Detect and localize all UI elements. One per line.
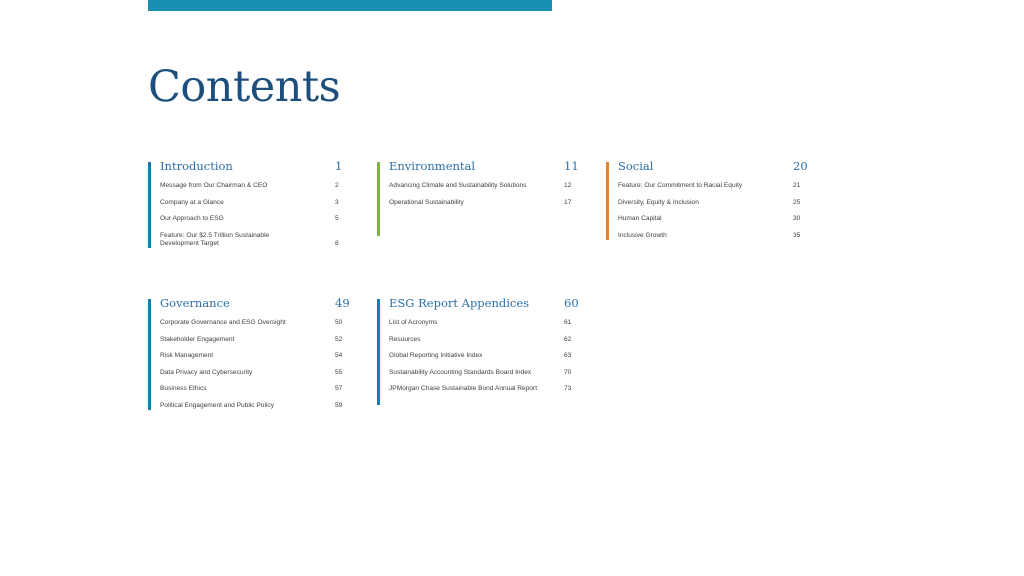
toc-item-label[interactable]: Human Capital (618, 215, 662, 222)
toc-item[interactable] (618, 215, 808, 223)
toc-item-page: 63 (564, 352, 572, 359)
toc-section-header[interactable] (618, 159, 808, 176)
toc-item[interactable] (160, 336, 350, 344)
toc-item-page: 12 (564, 182, 572, 189)
toc-item[interactable] (389, 352, 579, 360)
toc-item-label[interactable]: Global Reporting Initiative Index (389, 352, 483, 359)
toc-item[interactable] (618, 232, 808, 240)
toc-item-label[interactable]: Advancing Climate and Sustainability Solutions (389, 182, 527, 189)
toc-item[interactable] (160, 319, 350, 327)
toc-item-page: 52 (335, 335, 343, 343)
toc-item[interactable] (160, 199, 350, 207)
toc-item-page: 50 (335, 319, 343, 326)
toc-item-page: 73 (564, 385, 572, 392)
toc-section-page: 11 (564, 159, 579, 173)
toc-section-header[interactable] (389, 159, 579, 176)
toc-item-label[interactable]: Political Engagement and Public Policy (160, 401, 274, 409)
toc-section-introduction (148, 159, 350, 248)
toc-item-label[interactable]: Operational Sustainability (389, 198, 464, 206)
toc-section-title[interactable]: Introduction (160, 159, 233, 173)
toc-item-page: 3 (335, 198, 339, 206)
toc-item[interactable] (389, 385, 579, 393)
toc-item-page: 61 (564, 319, 572, 326)
toc-section-governance (148, 296, 350, 410)
toc-item[interactable] (160, 369, 350, 377)
toc-item-label[interactable]: Feature: Our Commitment to Racial Equity (618, 182, 743, 189)
toc-item[interactable] (160, 215, 350, 223)
toc-section-header[interactable] (160, 159, 350, 176)
toc-item-label[interactable]: Sustainability Accounting Standards Board Index (389, 368, 532, 376)
toc-item-page: 59 (335, 401, 343, 409)
toc-item-label[interactable]: JPMorgan Chase Sustainable Bond Annual Report (389, 385, 538, 392)
toc-item-page: 54 (335, 352, 343, 359)
toc-section-header[interactable] (160, 296, 350, 313)
toc-item-label[interactable]: Our Approach to ESG (160, 215, 224, 222)
toc-item-label[interactable]: Company at a Glance (160, 198, 224, 206)
toc-section-title[interactable]: Governance (160, 296, 230, 310)
toc-item-page: 2 (335, 182, 339, 189)
toc-section-social (606, 159, 808, 240)
toc-section-environmental (377, 159, 579, 236)
toc-item-label[interactable]: List of Acronyms (389, 319, 438, 326)
toc-item[interactable] (160, 352, 350, 360)
toc-section-page: 49 (335, 296, 350, 310)
toc-item-label[interactable]: Business Ethics (160, 385, 207, 392)
page-title: Contents (148, 62, 341, 112)
toc-item[interactable] (618, 182, 808, 190)
toc-item-label[interactable]: Resources (389, 335, 421, 343)
toc-item-page: 17 (564, 198, 572, 206)
toc-section-appendices (377, 296, 579, 405)
toc-item[interactable] (618, 199, 808, 207)
toc-section-page: 1 (335, 159, 343, 173)
toc-section-header[interactable] (389, 296, 579, 313)
toc-item-page: 5 (335, 215, 339, 222)
toc-item-page: 35 (793, 231, 801, 239)
toc-item-page: 8 (335, 239, 339, 247)
toc-item-label[interactable]: Feature: Our $2.5 Trillion Sustainable Development Target (160, 231, 270, 247)
toc-item[interactable] (389, 199, 579, 207)
toc-item-label[interactable]: Diversity, Equity & Inclusion (618, 198, 699, 206)
toc-item-label[interactable]: Corporate Governance and ESG Oversight (160, 319, 286, 326)
toc-item-page: 70 (564, 368, 572, 376)
toc-item-page: 25 (793, 198, 801, 206)
toc-item[interactable] (160, 385, 350, 393)
toc-section-page: 60 (564, 296, 579, 310)
toc-item-label[interactable]: Stakeholder Engagement (160, 335, 235, 343)
toc-item[interactable] (160, 232, 350, 248)
toc-item[interactable] (389, 319, 579, 327)
toc-section-title[interactable]: Social (618, 159, 654, 173)
toc-item[interactable] (160, 402, 350, 410)
toc-item[interactable] (389, 336, 579, 344)
top-accent-bar (148, 0, 552, 11)
toc-item-label[interactable]: Data Privacy and Cybersecurity (160, 368, 253, 376)
toc-section-page: 20 (793, 159, 808, 173)
toc-item-label[interactable]: Inclusive Growth (618, 231, 667, 239)
toc-item[interactable] (160, 182, 350, 190)
toc-item-page: 62 (564, 335, 572, 343)
toc-section-title[interactable]: ESG Report Appendices (389, 296, 530, 310)
toc-item-page: 55 (335, 368, 343, 376)
toc-item-page: 21 (793, 182, 801, 189)
toc-item-page: 57 (335, 385, 343, 392)
toc-item-label[interactable]: Risk Management (160, 352, 214, 359)
toc-item[interactable] (389, 369, 579, 377)
toc-section-title[interactable]: Environmental (389, 159, 476, 173)
toc-item-page: 30 (793, 215, 801, 222)
toc-item[interactable] (389, 182, 579, 190)
toc-item-label[interactable]: Message from Our Chairman & CEO (160, 182, 268, 189)
